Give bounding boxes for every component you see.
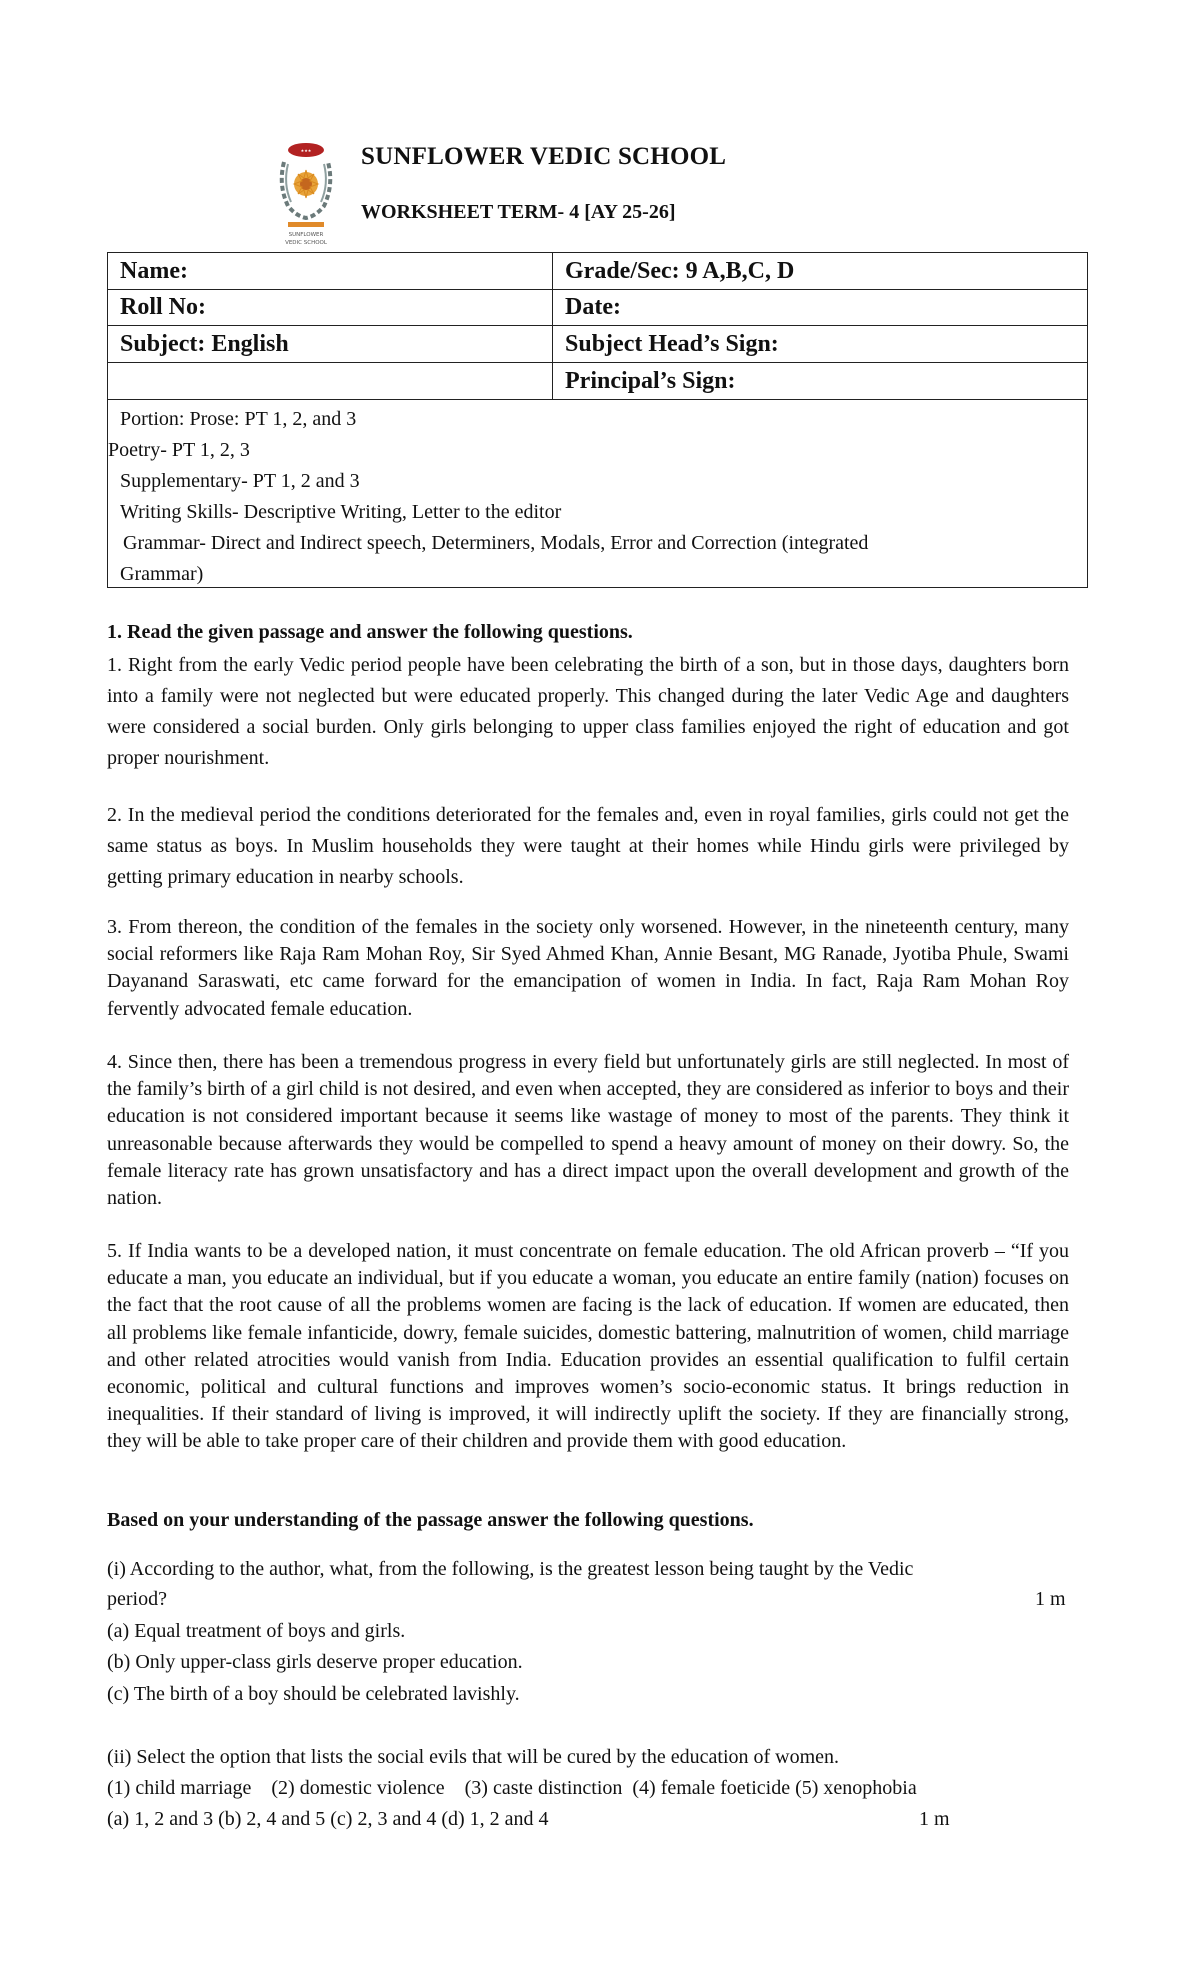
portion-writing: Writing Skills- Descriptive Writing, Letter to the editor <box>120 501 562 523</box>
question-i-option-c: (c) The birth of a boy should be celebrated lavishly. <box>107 1683 520 1705</box>
empty-cell <box>108 363 553 399</box>
question-heading: 1. Read the given passage and answer the following questions. <box>107 621 633 643</box>
table-row <box>108 363 1087 400</box>
table-row <box>108 253 1087 290</box>
name-field-label: Name: <box>108 253 553 289</box>
portion-supplementary: Supplementary- PT 1, 2 and 3 <box>120 470 360 492</box>
passage-paragraph-5: 5. If India wants to be a developed nation, it must concentrate on female education. The old African proverb – “If you educate a man, you educate an individual, but if you educate a woman, you educate an entire family (nation) focuses on the fact that the root cause of all the problems women are facing is the lack of education. If women are educated, then all problems like female infanticide, dowry, female suicides, domestic battering, malnutrition of women, child marriage and other related atrocities would vanish from India. Education provides an essential qualification to fulfil certain economic, political and cultural functions and improves women’s socio-economic status. It brings reduction in inequalities. If their standard of living is improved, it will indirectly uplift the society. If they are financially strong, they will be able to take proper care of their children and provide them with good education. <box>107 1240 1069 1453</box>
crest-icon <box>274 140 338 252</box>
subject-head-sign-label: Subject Head’s Sign: <box>565 330 779 357</box>
date-field-label: Date: <box>565 294 621 320</box>
svg-text:SUNFLOWER: SUNFLOWER <box>288 232 324 238</box>
school-name: SUNFLOWER VEDIC SCHOOL <box>361 143 727 170</box>
passage-paragraph-3: 3. From thereon, the condition of the females in the society only worsened. However, in the nineteenth century, many social reformers like Raja Ram Mohan Roy, Sir Syed Ahmed Khan, Annie Besant, MG Ranade, Jyotiba Phule, Swami Dayanand Saraswati, etc came forward for the emancipation of women in India. In fact, Raja Ram Mohan Roy fervently advocated female education. <box>107 916 1069 1020</box>
table-row <box>108 290 1087 326</box>
syllabus-portion <box>108 400 1087 590</box>
passage-paragraph-4: 4. Since then, there has been a tremendous progress in every field but unfortunately girls are still neglected. In most of the family’s birth of a girl child is not desired, and even when accepted, they are considered as inferior to boys and their education is not considered important because it seems like wastage of money to most of the parents. They think it unreasonable because afterwards they would be compelled to spend a heavy amount of money on their dowry. So, the female literacy rate has grown unsatisfactory and has a direct impact upon the overall development and growth of the nation. <box>107 1051 1069 1210</box>
passage-paragraph-2: 2. In the medieval period the conditions deteriorated for the females and, even in royal families, girls could not get the same status as boys. In Muslim households they were taught at their homes while Hindu girls were privileged by getting primary education in nearby schools. <box>107 804 1069 888</box>
question-ii-options: (a) 1, 2 and 3 (b) 2, 4 and 5 (c) 2, 3 and 4 (d) 1, 2 and 4 <box>107 1808 549 1830</box>
portion-grammar-line1: Grammar- Direct and Indirect speech, Determiners, Modals, Error and Correction (integrated <box>123 532 869 554</box>
grade-section-label: Grade/Sec: 9 A,B,C, D <box>565 257 795 284</box>
passage-paragraph-1: 1. Right from the early Vedic period people have been celebrating the birth of a son, but in those days, daughters born into a family were not neglected but were educated properly. This changed during the later Vedic Age and daughters were considered a social burden. Only girls belonging to upper class families enjoyed the right of education and got proper nourishment. <box>107 654 1069 769</box>
question-i-option-a: (a) Equal treatment of boys and girls. <box>107 1620 406 1642</box>
question-ii-line1: (ii) Select the option that lists the social evils that will be cured by the education of women. <box>107 1746 840 1768</box>
questions-subheading: Based on your understanding of the passage answer the following questions. <box>107 1509 754 1531</box>
subject-label: Subject: English <box>108 326 553 362</box>
question-i-line2: period? <box>107 1588 167 1610</box>
table-row <box>108 326 1087 363</box>
portion-grammar-line2: Grammar) <box>120 563 204 585</box>
school-crest-logo <box>274 140 338 252</box>
question-ii-items: (1) child marriage (2) domestic violence (3) caste distinction (4) female foeticide (5) xenophobia <box>107 1777 917 1799</box>
question-i-marks: 1 m <box>1035 1588 1066 1610</box>
question-i-line1: (i) According to the author, what, from the following, is the greatest lesson being taught by the Vedic <box>107 1558 914 1580</box>
portion-poetry: Poetry- PT 1, 2, 3 <box>108 439 250 461</box>
svg-text:VEDIC SCHOOL: VEDIC SCHOOL <box>285 240 327 246</box>
question-i-option-b: (b) Only upper-class girls deserve proper education. <box>107 1651 523 1673</box>
principal-sign-label: Principal’s Sign: <box>565 367 736 394</box>
question-ii-marks: 1 m <box>919 1808 950 1830</box>
student-info-table <box>107 252 1088 588</box>
roll-no-field-label: Roll No: <box>108 290 553 325</box>
worksheet-title: WORKSHEET TERM- 4 [AY 25-26] <box>361 201 676 223</box>
svg-text:★★★: ★★★ <box>300 148 312 153</box>
portion-prose: Portion: Prose: PT 1, 2, and 3 <box>120 408 357 430</box>
